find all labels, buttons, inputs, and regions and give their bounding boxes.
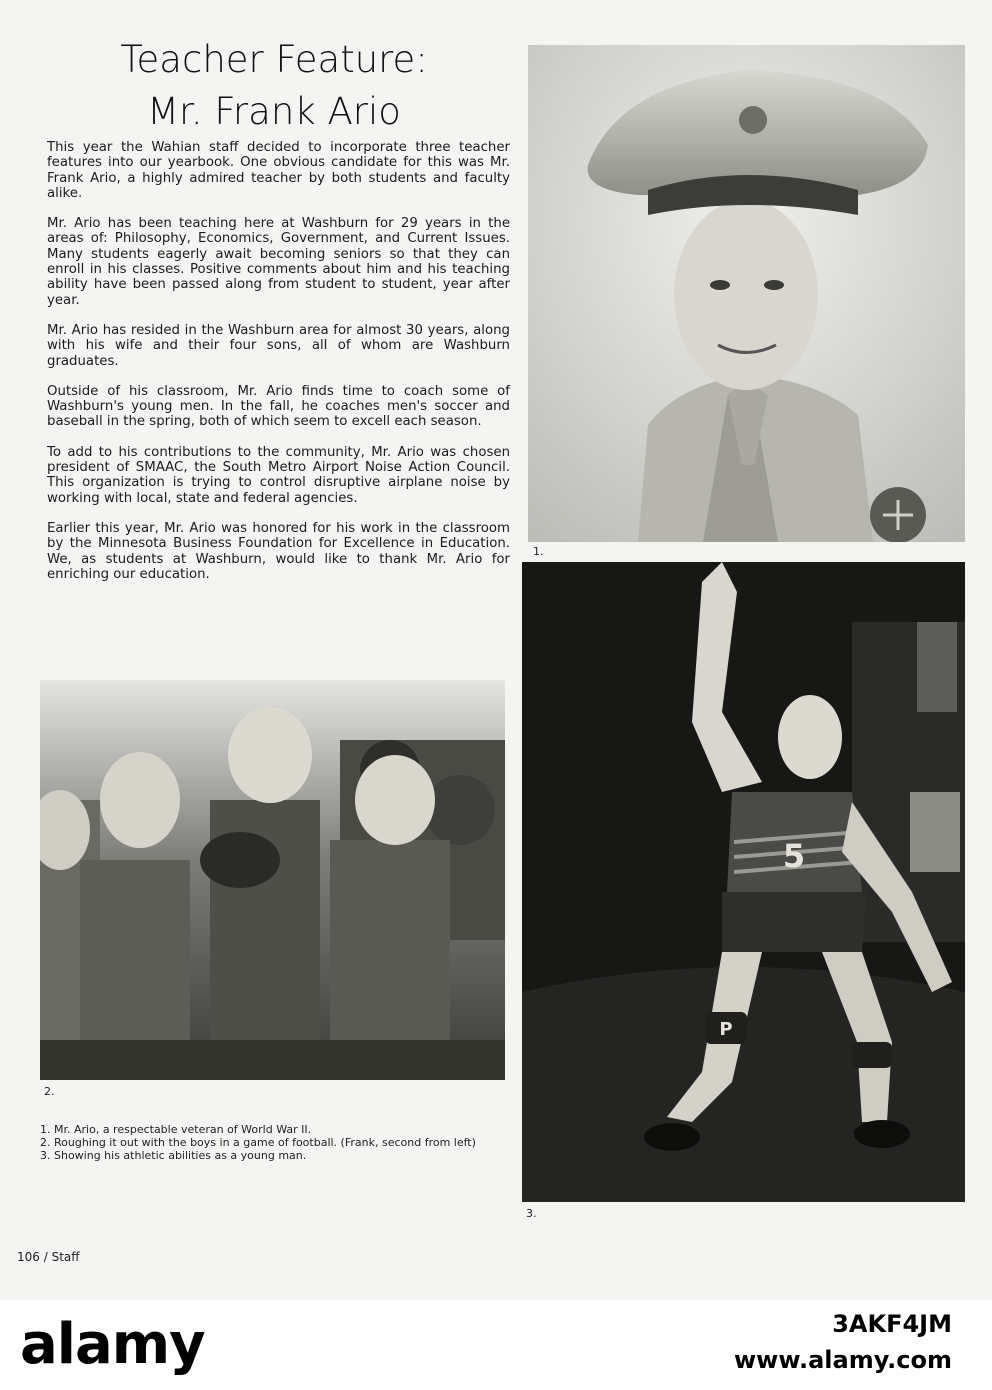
page-folio: 106 / Staff — [17, 1250, 80, 1264]
watermark-logo: alamy — [20, 1312, 205, 1377]
photo-basketball-player — [522, 562, 965, 1202]
title-line-2: Mr. Frank Ario — [147, 90, 401, 133]
caption: 1. Mr. Ario, a respectable veteran of World War II. — [40, 1123, 312, 1136]
photo-captions — [40, 1124, 508, 1162]
paragraph: Mr. Ario has resided in the Washburn area for almost 30 years, along with his wife and their four sons, all of whom are Washburn graduates. — [47, 322, 510, 369]
caption: 3. Showing his athletic abilities as a young man. — [40, 1148, 307, 1162]
page-title — [40, 34, 508, 138]
paragraph: Outside of his classroom, Mr. Ario finds time to coach some of Washburn's young men. In the fall, he coaches men's soccer and baseball in the spring, both of which seem to excell each season. — [47, 383, 510, 430]
caption: 2. Roughing it out with the boys in a game of football. (Frank, second from left) — [40, 1135, 476, 1149]
watermark-image-id: 3AKF4JM — [832, 1310, 952, 1338]
paragraph: Earlier this year, Mr. Ario was honored for his work in the classroom by the Minnesota Business Foundation for Excellence in Education. We, as students at Washburn, would like to thank Mr. Ario for enriching our education. — [47, 520, 510, 582]
photo-number: 2. — [44, 1085, 55, 1098]
photo-boys-football — [40, 680, 505, 1080]
knee-pad-letter: P — [719, 1019, 733, 1040]
paragraph: To add to his contributions to the community, Mr. Ario was chosen president of SMAAC, the South Metro Airport Noise Action Council. This organization is trying to control disruptive airplane noise by working with local, state and federal agencies. — [47, 444, 510, 506]
title-line-1: Teacher Feature: — [120, 38, 428, 81]
watermark-site: www.alamy.com — [733, 1346, 952, 1374]
paragraph: This year the Wahian staff decided to incorporate three teacher features into our yearbook. One obvious candidate for this was Mr. Frank Ario, a highly admired teacher by both students and faculty alike. — [47, 140, 510, 201]
photo-number: 1. — [533, 545, 544, 558]
paragraph: Mr. Ario has been teaching here at Washburn for 29 years in the areas of: Philosophy, Economics, Government, and Current Issues. Many students eagerly await becoming seniors so that they can enroll in his classes. Positive comments about him and his teaching ability have been passed along from student to student, year after year. — [47, 216, 510, 308]
article-body — [47, 140, 510, 597]
jersey-number: 5 — [782, 837, 806, 875]
photo-number: 3. — [526, 1207, 537, 1220]
photo-veteran-portrait — [528, 45, 965, 542]
